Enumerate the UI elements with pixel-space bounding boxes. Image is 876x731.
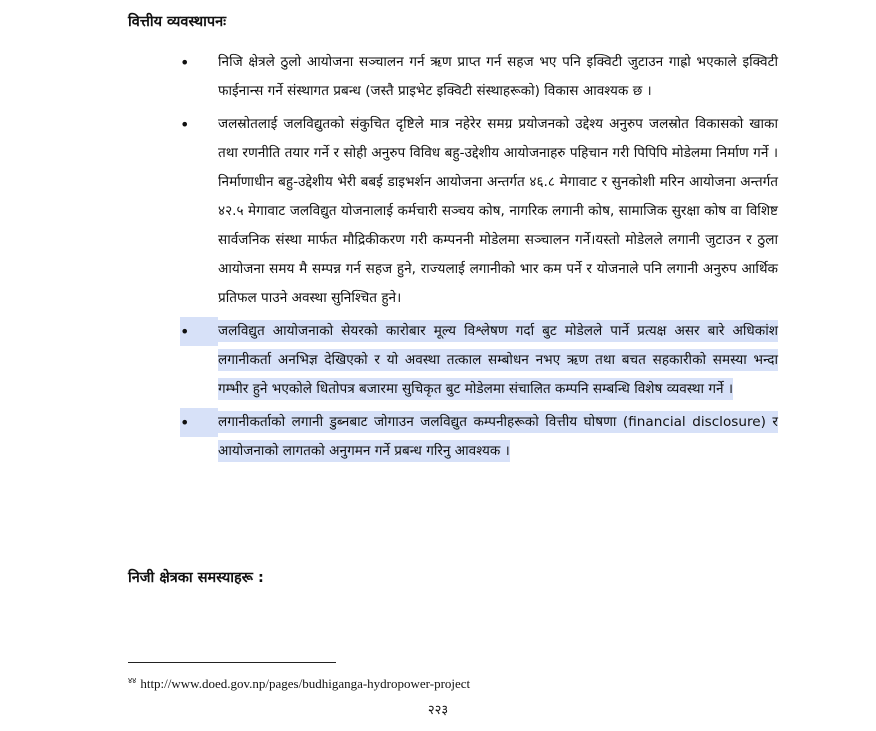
bullet-text[interactable]: जलस्रोतलाई जलविद्युतको संकुचित दृष्टिले मात्र नहेरेर समग्र प्रयोजनको उद्देश्य अनुरुप जलस्रोत विकासको खाका तथा रणनीति तयार गर्ने र सोही अनुरुप विविध बहु-उद्देशीय आयोजनाहरु पहिचान गरी पिपिपि मोडेलमा निर्माण गर्ने । निर्माणाधीन बहु-उद्देशीय भेरी बबई डाइभर्शन आयोजना अन्तर्गत ४६.८ मेगावाट र सुनकोशी मरिन आयोजना अन्तर्गत ४२.५ मेगावाट जलविद्युत योजनालाई कर्मचारी सञ्चय कोष, नागरिक लगानी कोष, सामाजिक सुरक्षा कोष वा विशिष्ट सार्वजनिक संस्था मार्फत मौद्रिकीकरण गरी कम्पननी मोडेलमा सञ्चालन गर्ने।यस्तो मोडेलले लगानी जुटाउन र ठुला आयोजना समय मै सम्पन्न गर्न सहज हुने, राज्यलाई लगानीको भार कम पर्ने र योजनाले पनि लगानी अनुरुप आर्थिक प्रतिफल पाउने अवस्था सुनिश्चित हुने। <box>218 116 778 306</box>
page-number: २२३ <box>427 703 449 718</box>
bullet-icon: • <box>180 115 190 134</box>
bullet-text-selected[interactable]: लगानीकर्ताको लगानी डुब्नबाट जोगाउन जलविद्युत कम्पनीहरूको वित्तीय घोषणा (financial disclosure) र आयोजनाको लागतको अनुगमन गर्ने प्रबन्ध गरिनु आवश्यक । <box>218 408 778 466</box>
list-item <box>180 48 778 106</box>
footnote <box>128 672 470 693</box>
list-item-selected <box>180 317 778 404</box>
bullet-icon: • <box>180 317 218 346</box>
section-heading-financial-management: वित्तीय व्यवस्थापनः <box>128 14 227 30</box>
footnote-link[interactable]: http://www.doed.gov.np/pages/budhiganga-hydropower-project <box>140 676 471 691</box>
bullet-icon: • <box>180 53 190 72</box>
bullet-text[interactable]: निजि क्षेत्रले ठुलो आयोजना सञ्चालन गर्न ऋण प्राप्त गर्न सहज भए पनि इक्विटी जुटाउन गाह्रो भएकाले इक्विटी फाईनान्स गर्ने संस्थागत प्रबन्ध (जस्तै प्राइभेट इक्विटी संस्थाहरूको) विकास आवश्यक छ । <box>218 54 778 99</box>
footnote-divider <box>128 662 336 663</box>
list-item <box>180 110 778 313</box>
list-item-selected <box>180 408 778 466</box>
section-heading-private-sector-problems: निजी क्षेत्रका समस्याहरू : <box>128 570 264 586</box>
bullet-list <box>0 48 876 470</box>
footnote-marker: ४४ <box>128 676 137 685</box>
bullet-text-selected[interactable]: जलविद्युत आयोजनाको सेयरको कारोबार मूल्य विश्लेषण गर्दा बुट मोडेलले पार्ने प्रत्यक्ष असर बारे अधिकांश लगानीकर्ता अनभिज्ञ देखिएको र यो अवस्था तत्काल सम्बोधन नभए ऋण तथा बचत सहकारीको समस्या भन्दा गम्भीर हुने भएकोले धितोपत्र बजारमा सुचिकृत बुट मोडेलमा संचालित कम्पनि सम्बन्धि विशेष व्यवस्था गर्ने । <box>218 317 778 404</box>
bullet-icon: • <box>180 408 218 437</box>
